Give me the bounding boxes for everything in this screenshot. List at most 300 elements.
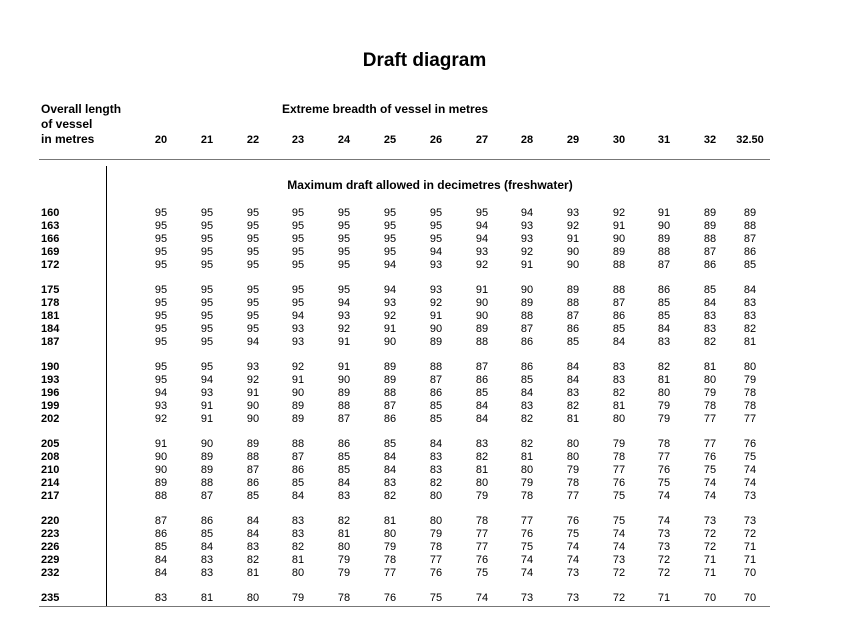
table-cell: 84 <box>475 413 489 425</box>
table-cell: 78 <box>657 438 671 450</box>
table-cell: 95 <box>154 336 168 348</box>
table-cell: 89 <box>291 400 305 412</box>
table-cell: 83 <box>743 310 757 322</box>
table-cell: 76 <box>743 438 757 450</box>
table-cell: 75 <box>612 490 626 502</box>
table-cell: 88 <box>337 400 351 412</box>
table-cell: 95 <box>200 361 214 373</box>
table-cell: 80 <box>612 413 626 425</box>
row-label: 196 <box>41 387 60 399</box>
table-cell: 81 <box>337 528 351 540</box>
table-cell: 94 <box>475 220 489 232</box>
table-cell: 89 <box>566 284 580 296</box>
table-cell: 95 <box>291 233 305 245</box>
table-cell: 95 <box>154 220 168 232</box>
column-header-8: 28 <box>520 134 534 146</box>
table-cell: 84 <box>743 284 757 296</box>
table-subtitle: Maximum draft allowed in decimetres (freshwater) <box>287 178 573 192</box>
table-cell: 90 <box>246 400 260 412</box>
table-cell: 87 <box>200 490 214 502</box>
table-cell: 95 <box>200 336 214 348</box>
table-cell: 83 <box>657 336 671 348</box>
table-cell: 83 <box>703 310 717 322</box>
table-cell: 93 <box>520 233 534 245</box>
table-cell: 74 <box>566 541 580 553</box>
table-cell: 95 <box>475 207 489 219</box>
table-cell: 88 <box>429 361 443 373</box>
table-cell: 95 <box>291 246 305 258</box>
table-cell: 83 <box>743 297 757 309</box>
table-cell: 89 <box>200 464 214 476</box>
table-cell: 81 <box>520 451 534 463</box>
table-cell: 92 <box>475 259 489 271</box>
table-cell: 95 <box>429 233 443 245</box>
table-cell: 73 <box>566 567 580 579</box>
row-label: 226 <box>41 541 60 553</box>
table-cell: 70 <box>703 592 717 604</box>
table-cell: 86 <box>337 438 351 450</box>
table-cell: 95 <box>246 246 260 258</box>
table-cell: 80 <box>657 387 671 399</box>
table-cell: 86 <box>154 528 168 540</box>
table-cell: 86 <box>612 310 626 322</box>
table-cell: 84 <box>200 541 214 553</box>
row-label: 199 <box>41 400 60 412</box>
table-cell: 95 <box>200 246 214 258</box>
row-label: 202 <box>41 413 60 425</box>
table-cell: 92 <box>291 361 305 373</box>
table-cell: 78 <box>429 541 443 553</box>
table-cell: 86 <box>291 464 305 476</box>
table-cell: 72 <box>703 528 717 540</box>
column-header-2: 22 <box>246 134 260 146</box>
table-cell: 93 <box>246 361 260 373</box>
table-cell: 89 <box>383 374 397 386</box>
table-cell: 74 <box>612 528 626 540</box>
table-cell: 95 <box>246 310 260 322</box>
row-label: 172 <box>41 259 60 271</box>
table-cell: 95 <box>246 259 260 271</box>
table-cell: 95 <box>154 361 168 373</box>
table-cell: 81 <box>657 374 671 386</box>
table-cell: 81 <box>383 515 397 527</box>
table-cell: 83 <box>429 464 443 476</box>
row-label: 229 <box>41 554 60 566</box>
table-cell: 77 <box>520 515 534 527</box>
table-cell: 80 <box>743 361 757 373</box>
table-cell: 84 <box>154 567 168 579</box>
table-cell: 77 <box>743 413 757 425</box>
table-cell: 77 <box>475 541 489 553</box>
table-cell: 79 <box>703 387 717 399</box>
table-cell: 75 <box>703 464 717 476</box>
table-cell: 88 <box>154 490 168 502</box>
table-cell: 76 <box>429 567 443 579</box>
column-header-13: 32.50 <box>736 134 764 146</box>
table-cell: 95 <box>337 259 351 271</box>
table-cell: 71 <box>703 554 717 566</box>
column-header-title: Extreme breadth of vessel in metres <box>281 102 489 116</box>
footer-divider <box>39 606 770 607</box>
table-cell: 95 <box>246 284 260 296</box>
table-cell: 95 <box>200 233 214 245</box>
table-cell: 85 <box>475 387 489 399</box>
table-cell: 76 <box>657 464 671 476</box>
table-cell: 81 <box>743 336 757 348</box>
table-cell: 76 <box>383 592 397 604</box>
table-cell: 93 <box>291 336 305 348</box>
table-cell: 95 <box>154 246 168 258</box>
table-cell: 73 <box>703 515 717 527</box>
table-cell: 84 <box>429 438 443 450</box>
table-cell: 95 <box>246 220 260 232</box>
table-cell: 93 <box>337 310 351 322</box>
table-cell: 71 <box>703 567 717 579</box>
table-cell: 80 <box>703 374 717 386</box>
row-header-line-1: Overall length <box>41 102 122 116</box>
table-cell: 89 <box>743 207 757 219</box>
table-cell: 87 <box>429 374 443 386</box>
table-cell: 81 <box>703 361 717 373</box>
table-cell: 71 <box>657 592 671 604</box>
table-cell: 83 <box>703 323 717 335</box>
table-cell: 79 <box>612 438 626 450</box>
table-cell: 85 <box>429 400 443 412</box>
table-cell: 79 <box>566 464 580 476</box>
table-cell: 95 <box>154 207 168 219</box>
table-cell: 78 <box>337 592 351 604</box>
table-cell: 95 <box>154 233 168 245</box>
table-cell: 93 <box>475 246 489 258</box>
table-cell: 91 <box>520 259 534 271</box>
table-cell: 82 <box>337 515 351 527</box>
table-cell: 81 <box>246 567 260 579</box>
table-cell: 77 <box>657 451 671 463</box>
column-header-3: 23 <box>291 134 305 146</box>
table-cell: 90 <box>154 451 168 463</box>
row-label: 187 <box>41 336 60 348</box>
table-cell: 87 <box>475 361 489 373</box>
table-cell: 74 <box>703 490 717 502</box>
table-cell: 81 <box>475 464 489 476</box>
table-cell: 80 <box>566 451 580 463</box>
table-cell: 74 <box>612 541 626 553</box>
table-cell: 95 <box>154 323 168 335</box>
table-cell: 95 <box>200 323 214 335</box>
table-cell: 84 <box>291 490 305 502</box>
table-cell: 82 <box>657 361 671 373</box>
table-cell: 87 <box>743 233 757 245</box>
table-cell: 85 <box>657 310 671 322</box>
table-cell: 92 <box>429 297 443 309</box>
table-cell: 89 <box>429 336 443 348</box>
table-cell: 76 <box>520 528 534 540</box>
column-header-9: 29 <box>566 134 580 146</box>
table-cell: 87 <box>612 297 626 309</box>
table-cell: 85 <box>520 374 534 386</box>
table-cell: 88 <box>612 284 626 296</box>
table-cell: 85 <box>429 413 443 425</box>
table-cell: 82 <box>520 413 534 425</box>
table-cell: 89 <box>200 451 214 463</box>
table-cell: 86 <box>657 284 671 296</box>
table-cell: 80 <box>291 567 305 579</box>
table-cell: 94 <box>383 284 397 296</box>
table-cell: 83 <box>566 387 580 399</box>
row-label: 235 <box>41 592 60 604</box>
table-cell: 71 <box>743 554 757 566</box>
table-cell: 74 <box>520 567 534 579</box>
table-cell: 95 <box>200 220 214 232</box>
table-cell: 76 <box>612 477 626 489</box>
table-cell: 83 <box>154 592 168 604</box>
table-cell: 79 <box>475 490 489 502</box>
table-cell: 90 <box>566 259 580 271</box>
row-label: 166 <box>41 233 60 245</box>
table-cell: 72 <box>612 567 626 579</box>
table-cell: 95 <box>154 310 168 322</box>
table-cell: 84 <box>154 554 168 566</box>
table-cell: 86 <box>246 477 260 489</box>
table-cell: 72 <box>657 567 671 579</box>
table-cell: 80 <box>566 438 580 450</box>
table-cell: 78 <box>743 387 757 399</box>
table-cell: 83 <box>475 438 489 450</box>
row-label: 210 <box>41 464 60 476</box>
table-cell: 85 <box>200 528 214 540</box>
table-cell: 75 <box>475 567 489 579</box>
table-cell: 83 <box>520 400 534 412</box>
table-cell: 78 <box>475 515 489 527</box>
table-cell: 88 <box>475 336 489 348</box>
table-cell: 82 <box>383 490 397 502</box>
table-cell: 78 <box>703 400 717 412</box>
table-cell: 76 <box>566 515 580 527</box>
column-header-12: 32 <box>703 134 717 146</box>
table-cell: 94 <box>291 310 305 322</box>
table-cell: 85 <box>154 541 168 553</box>
table-cell: 95 <box>291 284 305 296</box>
row-label: 223 <box>41 528 60 540</box>
table-cell: 87 <box>154 515 168 527</box>
column-header-0: 20 <box>154 134 168 146</box>
row-label: 208 <box>41 451 60 463</box>
table-cell: 85 <box>383 438 397 450</box>
table-cell: 74 <box>743 464 757 476</box>
table-cell: 80 <box>337 541 351 553</box>
column-header-4: 24 <box>337 134 351 146</box>
table-cell: 91 <box>566 233 580 245</box>
table-cell: 87 <box>566 310 580 322</box>
table-cell: 83 <box>612 361 626 373</box>
table-cell: 88 <box>743 220 757 232</box>
table-cell: 74 <box>657 490 671 502</box>
table-cell: 84 <box>246 528 260 540</box>
table-cell: 74 <box>475 592 489 604</box>
table-cell: 80 <box>520 464 534 476</box>
table-cell: 91 <box>200 400 214 412</box>
table-cell: 95 <box>246 297 260 309</box>
row-label: 193 <box>41 374 60 386</box>
table-cell: 81 <box>612 400 626 412</box>
table-cell: 77 <box>703 413 717 425</box>
table-cell: 87 <box>337 413 351 425</box>
table-cell: 77 <box>383 567 397 579</box>
table-cell: 73 <box>612 554 626 566</box>
table-cell: 88 <box>383 387 397 399</box>
table-cell: 87 <box>291 451 305 463</box>
table-cell: 92 <box>154 413 168 425</box>
table-cell: 85 <box>246 490 260 502</box>
table-cell: 84 <box>703 297 717 309</box>
table-cell: 95 <box>337 220 351 232</box>
table-cell: 95 <box>246 323 260 335</box>
table-cell: 92 <box>566 220 580 232</box>
table-cell: 95 <box>337 207 351 219</box>
table-cell: 81 <box>291 554 305 566</box>
table-cell: 88 <box>566 297 580 309</box>
table-cell: 91 <box>383 323 397 335</box>
table-cell: 95 <box>429 220 443 232</box>
table-cell: 87 <box>383 400 397 412</box>
table-cell: 90 <box>200 438 214 450</box>
table-cell: 74 <box>743 477 757 489</box>
table-cell: 82 <box>743 323 757 335</box>
table-cell: 83 <box>200 554 214 566</box>
column-header-7: 27 <box>475 134 489 146</box>
table-cell: 90 <box>291 387 305 399</box>
table-cell: 83 <box>429 451 443 463</box>
table-cell: 93 <box>520 220 534 232</box>
table-cell: 84 <box>475 400 489 412</box>
table-cell: 78 <box>612 451 626 463</box>
table-cell: 88 <box>200 477 214 489</box>
table-cell: 72 <box>743 528 757 540</box>
table-cell: 89 <box>383 361 397 373</box>
row-label: 169 <box>41 246 60 258</box>
table-cell: 89 <box>291 413 305 425</box>
table-cell: 90 <box>657 220 671 232</box>
table-cell: 74 <box>520 554 534 566</box>
table-cell: 86 <box>743 246 757 258</box>
column-header-1: 21 <box>200 134 214 146</box>
table-cell: 83 <box>337 490 351 502</box>
table-cell: 75 <box>520 541 534 553</box>
table-cell: 91 <box>246 387 260 399</box>
table-cell: 95 <box>383 220 397 232</box>
row-label: 232 <box>41 567 60 579</box>
table-cell: 82 <box>291 541 305 553</box>
row-label: 214 <box>41 477 60 489</box>
table-cell: 77 <box>566 490 580 502</box>
table-cell: 95 <box>291 259 305 271</box>
table-cell: 95 <box>154 297 168 309</box>
table-cell: 92 <box>612 207 626 219</box>
table-cell: 79 <box>337 567 351 579</box>
table-cell: 91 <box>291 374 305 386</box>
row-label: 160 <box>41 207 60 219</box>
table-cell: 90 <box>475 310 489 322</box>
table-cell: 86 <box>200 515 214 527</box>
table-cell: 95 <box>200 310 214 322</box>
table-cell: 89 <box>154 477 168 489</box>
table-cell: 74 <box>703 477 717 489</box>
table-cell: 93 <box>566 207 580 219</box>
table-cell: 88 <box>246 451 260 463</box>
table-cell: 83 <box>291 515 305 527</box>
table-cell: 94 <box>246 336 260 348</box>
table-cell: 93 <box>429 284 443 296</box>
table-cell: 76 <box>703 451 717 463</box>
table-cell: 93 <box>200 387 214 399</box>
table-cell: 94 <box>200 374 214 386</box>
table-cell: 95 <box>291 297 305 309</box>
table-cell: 73 <box>743 515 757 527</box>
table-cell: 83 <box>200 567 214 579</box>
table-cell: 72 <box>657 554 671 566</box>
row-label: 181 <box>41 310 60 322</box>
table-cell: 90 <box>475 297 489 309</box>
table-cell: 82 <box>703 336 717 348</box>
table-cell: 86 <box>520 361 534 373</box>
table-cell: 91 <box>657 207 671 219</box>
table-cell: 95 <box>337 233 351 245</box>
table-cell: 84 <box>337 477 351 489</box>
table-cell: 89 <box>703 207 717 219</box>
table-cell: 84 <box>612 336 626 348</box>
table-cell: 72 <box>703 541 717 553</box>
table-cell: 95 <box>200 297 214 309</box>
table-cell: 92 <box>246 374 260 386</box>
row-label: 178 <box>41 297 60 309</box>
table-cell: 95 <box>291 220 305 232</box>
row-label: 175 <box>41 284 60 296</box>
row-header-line-3: in metres <box>41 132 95 146</box>
table-cell: 83 <box>246 541 260 553</box>
table-cell: 82 <box>612 387 626 399</box>
column-header-6: 26 <box>429 134 443 146</box>
table-cell: 88 <box>520 310 534 322</box>
table-cell: 91 <box>429 310 443 322</box>
table-cell: 95 <box>200 207 214 219</box>
table-cell: 95 <box>154 284 168 296</box>
table-cell: 91 <box>612 220 626 232</box>
table-cell: 92 <box>520 246 534 258</box>
table-cell: 84 <box>520 387 534 399</box>
table-cell: 81 <box>566 413 580 425</box>
table-cell: 88 <box>657 246 671 258</box>
table-cell: 91 <box>154 438 168 450</box>
table-cell: 79 <box>337 554 351 566</box>
table-cell: 93 <box>429 259 443 271</box>
table-cell: 90 <box>566 246 580 258</box>
table-cell: 75 <box>566 528 580 540</box>
table-cell: 75 <box>429 592 443 604</box>
table-cell: 85 <box>291 477 305 489</box>
table-cell: 77 <box>429 554 443 566</box>
table-cell: 82 <box>520 438 534 450</box>
table-cell: 80 <box>246 592 260 604</box>
table-cell: 83 <box>291 528 305 540</box>
row-label: 217 <box>41 490 60 502</box>
table-cell: 77 <box>703 438 717 450</box>
table-cell: 79 <box>520 477 534 489</box>
table-cell: 85 <box>337 451 351 463</box>
row-label: 163 <box>41 220 60 232</box>
table-cell: 91 <box>337 361 351 373</box>
page-title: Draft diagram <box>362 50 487 71</box>
table-cell: 76 <box>475 554 489 566</box>
